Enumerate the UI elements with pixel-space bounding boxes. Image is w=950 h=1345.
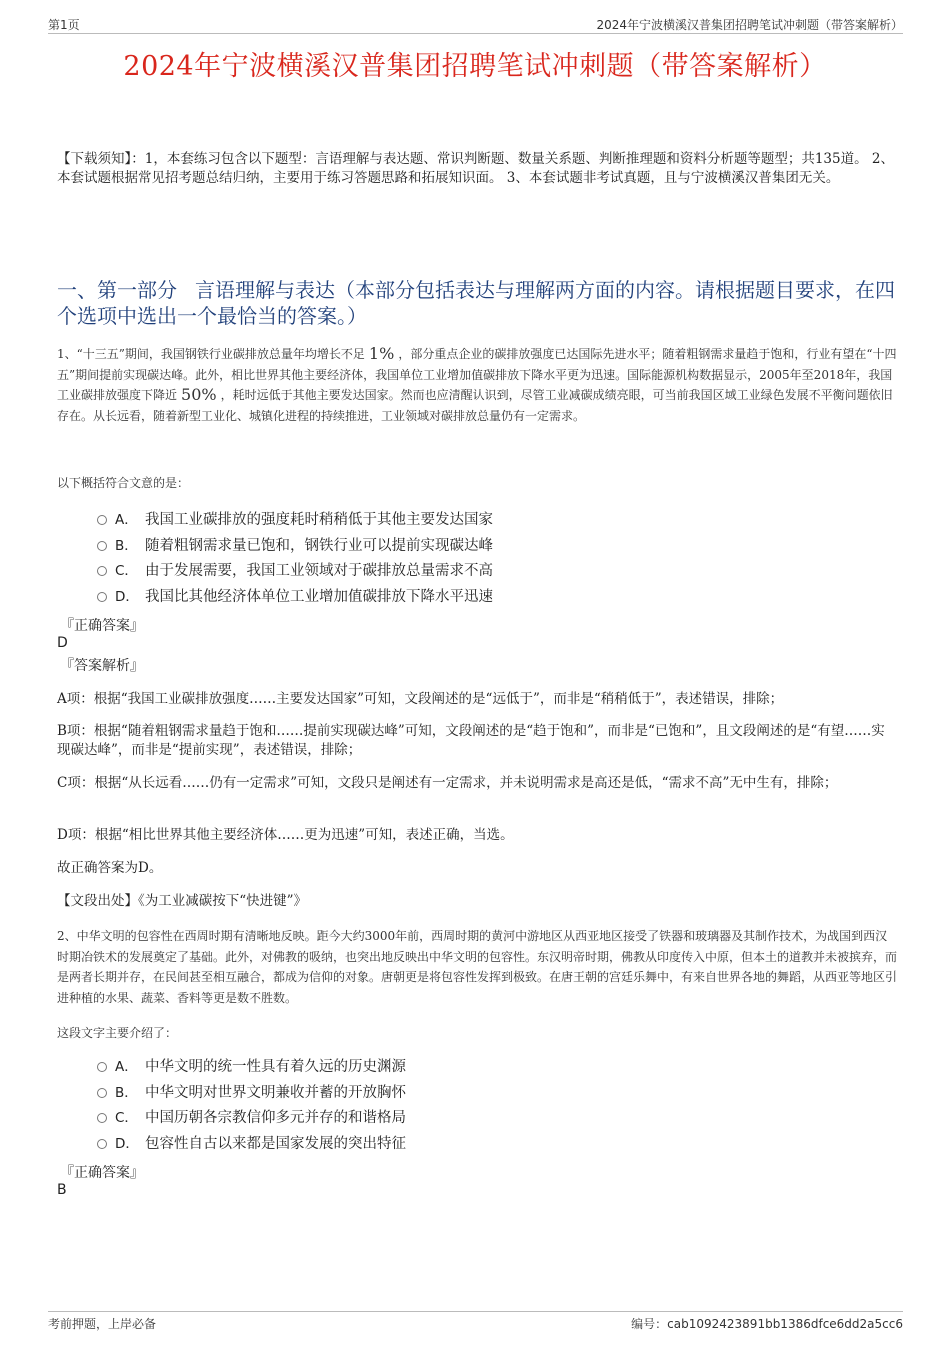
- q1-option-b[interactable]: [97, 535, 493, 557]
- q1-option-d[interactable]: [97, 586, 493, 608]
- option-letter: A．: [115, 512, 138, 528]
- page-footer: [48, 1311, 903, 1332]
- footer-slogan: 考前押题，上岸必备: [48, 1317, 157, 1331]
- q1-option-a[interactable]: [97, 509, 493, 531]
- q1-analysis-b: B项：根据“随着粗钢需求量趋于饱和……提前实现碳达峰”可知，文段阐述的是“趋于饱和”，而非是“已饱和”，且文段阐述的是“有望……实现碳达峰”，而非是“提前实现”，表述错误，排除；: [57, 723, 885, 758]
- q1-answer-label: 『正确答案』: [60, 618, 144, 634]
- section-desc: 言语理解与表达（本部分包括表达与理解两方面的内容。请根据题目要求，在四个选项中选出一个最恰当的答案。）: [57, 278, 895, 328]
- q2-option-b[interactable]: [97, 1082, 406, 1104]
- option-text: 中国历朝各宗教信仰多元并存的和谐格局: [145, 1110, 406, 1126]
- radio-icon[interactable]: [97, 515, 107, 525]
- option-letter: B．: [115, 1085, 138, 1101]
- footer-code-value: cab1092423891bb1386dfce6dd2a5cc6: [667, 1317, 903, 1331]
- page-number: 第1页: [48, 18, 80, 32]
- radio-icon[interactable]: [97, 1139, 107, 1149]
- section-heading: [57, 277, 899, 329]
- question-2-prompt: 这段文字主要介绍了：: [57, 1026, 178, 1040]
- q1-analysis-d: D项：根据“相比世界其他主要经济体……更为迅速”可知，表述正确，当选。: [57, 827, 514, 843]
- radio-icon[interactable]: [97, 566, 107, 576]
- option-letter: D．: [115, 1136, 139, 1152]
- option-text: 我国比其他经济体单位工业增加值碳排放下降水平迅速: [145, 589, 493, 605]
- q1-analysis-label: 『答案解析』: [60, 658, 144, 674]
- q1-percent-1: 1%: [368, 344, 395, 363]
- option-text: 我国工业碳排放的强度耗时稍稍低于其他主要发达国家: [145, 512, 493, 528]
- question-1-prompt: 以下概括符合文意的是：: [57, 476, 190, 490]
- option-text: 包容性自古以来都是国家发展的突出特征: [145, 1136, 406, 1152]
- option-text: 随着粗钢需求量已饱和，钢铁行业可以提前实现碳达峰: [145, 538, 493, 554]
- option-letter: C．: [115, 563, 138, 579]
- footer-code: [631, 1315, 903, 1332]
- download-notice: 【下载须知】：1，本套练习包含以下题型：言语理解与表达题、常识判断题、数量关系题、判断推理题和资料分析题等题型；共135道。 2、本套试题根据常见招考题总结归纳，主要用于练习答题思路和拓展知识面。 3、本套试题非考试真题，且与宁波横溪汉普集团无关。: [57, 151, 894, 186]
- footer-code-label: 编号：: [631, 1317, 668, 1331]
- q2-option-d[interactable]: [97, 1133, 406, 1155]
- radio-icon[interactable]: [97, 1088, 107, 1098]
- radio-icon[interactable]: [97, 541, 107, 551]
- option-letter: A．: [115, 1059, 138, 1075]
- q1-text-b: ，部分重点企业的碳排放强度已达国际先进水平；随着粗钢需求量趋于饱和，行业有望在“十四五”期间提前实现碳达峰。此外，相比世界其他主要经济体，我国单位工业增加值碳排放下降水平更为迅速。国际能源机构数据显示，2005年至2018年，我国工业碳排放强度下降近: [57, 347, 897, 402]
- radio-icon[interactable]: [97, 1062, 107, 1072]
- option-letter: B．: [115, 538, 138, 554]
- q1-text-c: ，耗时远低于其他主要发达国家。然而也应清醒认识到，尽管工业减碳成绩亮眼，可当前我国区域工业绿色发展不平衡问题依旧存在。从长远看，随着新型工业化、城镇化进程的持续推进，工业领域对碳排放总量仍有一定需求。: [57, 388, 893, 423]
- q2-option-a[interactable]: [97, 1056, 406, 1078]
- q2-option-c[interactable]: [97, 1107, 406, 1129]
- option-letter: D．: [115, 589, 139, 605]
- q1-analysis-a: A项：根据“我国工业碳排放强度……主要发达国家”可知，文段阐述的是“远低于”，而非是“稍稍低于”，表述错误，排除；: [57, 691, 784, 707]
- section-part: 一、第一部分: [57, 278, 177, 302]
- header-doc-title: 2024年宁波横溪汉普集团招聘笔试冲刺题（带答案解析）: [596, 18, 903, 32]
- option-text: 中华文明的统一性具有着久远的历史渊源: [145, 1059, 406, 1075]
- q1-percent-2: 50%: [181, 385, 217, 404]
- question-1-text: [57, 344, 897, 426]
- question-2-text: 2、中华文明的包容性在西周时期有清晰地反映。距今大约3000年前，西周时期的黄河中游地区从西亚地区接受了铁器和玻璃器及其制作技术，为战国到西汉时期冶铁术的发展奠定了基础。此外，对佛教的吸纳，也突出地反映出中华文明的包容性。东汉明帝时期，佛教从印度传入中原，但本土的道教并未被摈弃，而是两者长期并存，在民间甚至相互融合，都成为信仰的对象。唐朝更是将包容性发挥到极致。在唐王朝的宫廷乐舞中，有来自世界各地的舞蹈，从西亚等地区引进种植的水果、蔬菜、香料等更是数不胜数。: [57, 929, 898, 1005]
- q1-source: 【文段出处】《为工业减碳按下“快进键”》: [57, 893, 308, 909]
- option-text: 中华文明对世界文明兼收并蓄的开放胸怀: [145, 1085, 406, 1101]
- q1-option-c[interactable]: [97, 560, 493, 582]
- radio-icon[interactable]: [97, 592, 107, 602]
- q1-analysis-c: C项：根据“从长远看……仍有一定需求”可知，文段只是阐述有一定需求，并未说明需求是高还是低，“需求不高”无中生有，排除；: [57, 775, 838, 791]
- q1-answer: D: [57, 635, 68, 651]
- page-title: 2024年宁波横溪汉普集团招聘笔试冲刺题（带答案解析）: [123, 51, 827, 82]
- page-header: [48, 15, 903, 34]
- option-letter: C．: [115, 1110, 138, 1126]
- q2-answer: B: [57, 1182, 67, 1198]
- q2-answer-label: 『正确答案』: [60, 1165, 144, 1181]
- q1-text-a: 1、“十三五”期间，我国钢铁行业碳排放总量年均增长不足: [57, 347, 365, 361]
- radio-icon[interactable]: [97, 1113, 107, 1123]
- q1-conclusion: 故正确答案为D。: [57, 860, 163, 876]
- option-text: 由于发展需要，我国工业领域对于碳排放总量需求不高: [145, 563, 493, 579]
